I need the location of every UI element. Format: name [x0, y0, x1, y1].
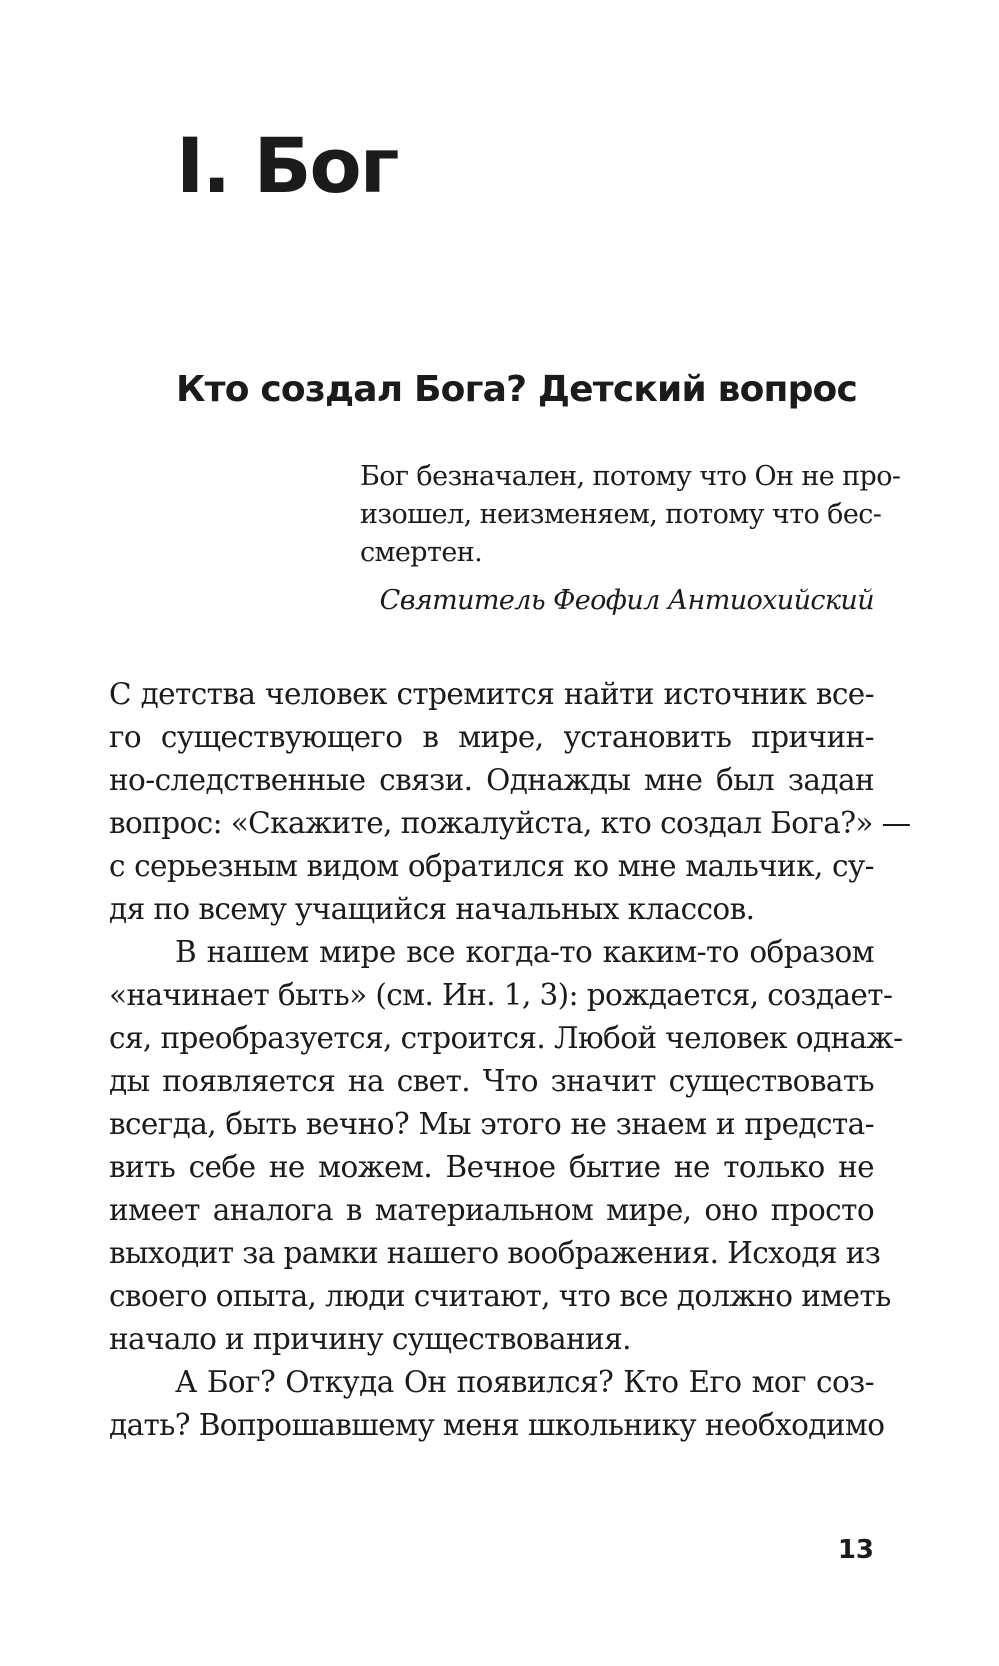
body-line: с серьезным видом обратился ко мне мальчик, су-: [109, 849, 874, 883]
epigraph-line: изошел, неизменяем, потому что бес-: [360, 499, 882, 530]
body-line: имеет аналога в материальном мире, оно просто: [109, 1193, 874, 1227]
body-line: С детства человек стремится найти источник все-: [109, 677, 874, 711]
section-title: Кто создал Бога? Детский вопрос: [176, 369, 858, 410]
body-line: ся, преобразуется, строится. Любой человек однаж-: [109, 1021, 903, 1055]
body-line: выходит за рамки нашего воображения. Исходя из: [109, 1236, 881, 1270]
body-line: А Бог? Откуда Он появился? Кто Его мог соз-: [175, 1365, 874, 1399]
epigraph-author: Святитель Феофил Антиохийский: [379, 585, 874, 616]
epigraph: [360, 458, 901, 620]
body-line: всегда, быть вечно? Мы этого не знаем и предста-: [109, 1107, 874, 1141]
body-line: но-следственные связи. Однажды мне был задан: [109, 763, 874, 797]
body-line: «начинает быть» (см. Ин. 1, 3): рождается, создает-: [109, 978, 893, 1012]
body-text: [109, 673, 911, 1447]
body-line: своего опыта, люди считают, что все должно иметь: [109, 1279, 891, 1313]
body-line: го существующего в мире, установить причин-: [109, 720, 874, 754]
epigraph-line: смертен.: [360, 537, 483, 568]
body-line: вить себе не можем. Вечное бытие не только не: [109, 1150, 874, 1184]
body-line: ды появляется на свет. Что значит существовать: [109, 1064, 874, 1098]
body-line: дать? Вопрошавшему меня школьнику необходимо: [109, 1408, 885, 1442]
body-line: В нашем мире все когда-то каким-то образом: [175, 935, 874, 969]
body-line: начало и причину существования.: [109, 1322, 631, 1356]
body-line: дя по всему учащийся начальных классов.: [109, 892, 755, 926]
chapter-title: I. Бог: [176, 121, 398, 210]
page-number: 13: [837, 1535, 874, 1565]
body-line: вопрос: «Скажите, пожалуйста, кто создал Бога?» —: [109, 806, 911, 840]
epigraph-line: Бог безначален, потому что Он не про-: [360, 461, 901, 492]
